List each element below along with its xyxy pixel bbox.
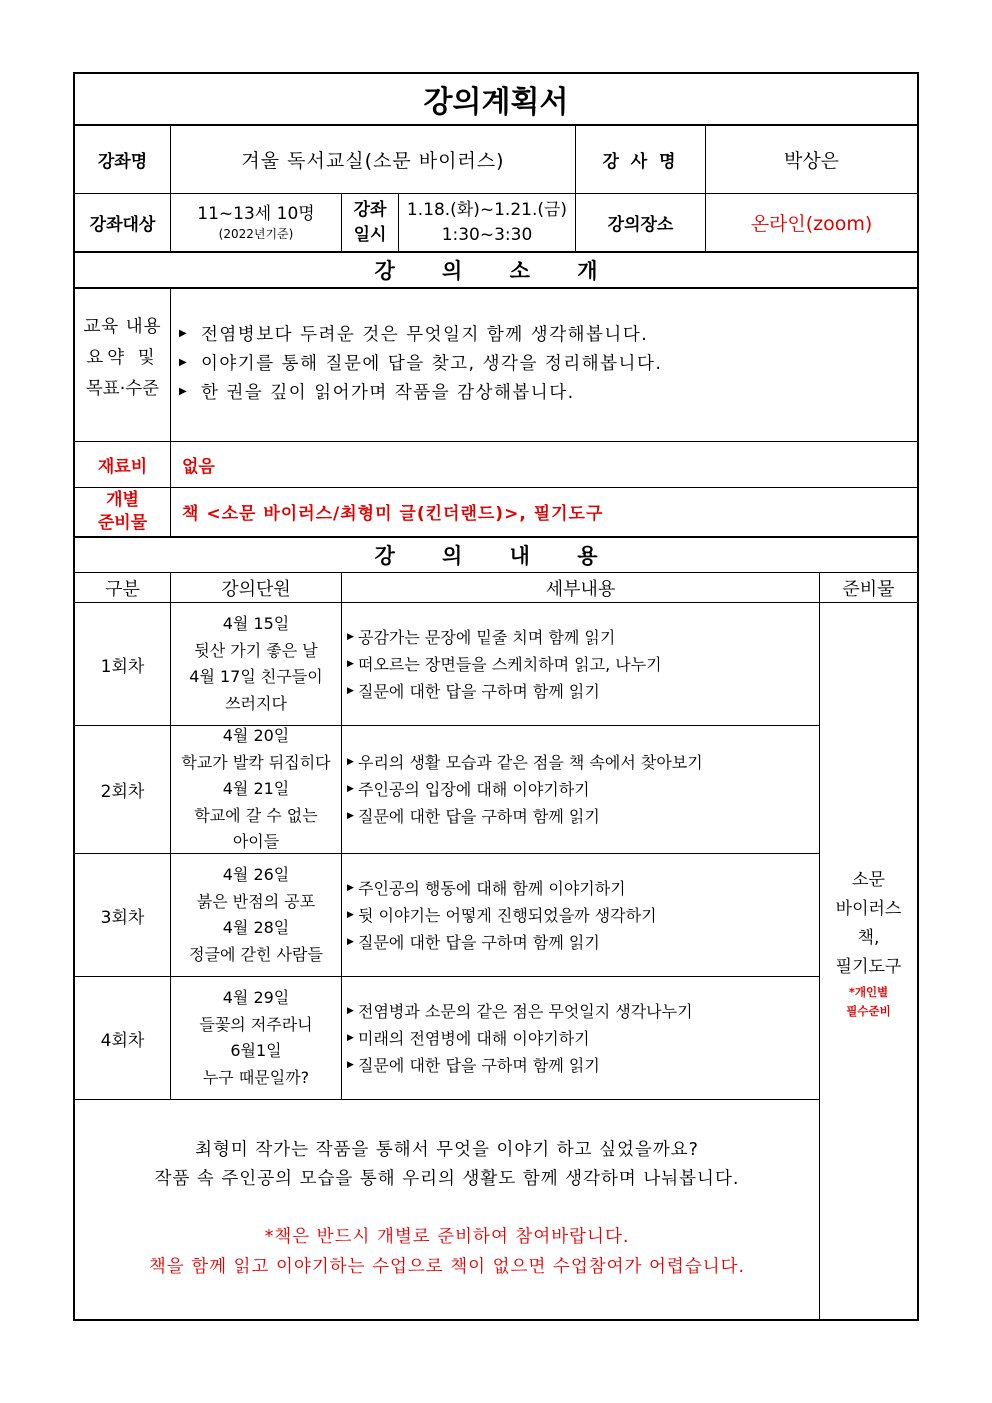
unit-cell [171, 726, 341, 853]
closing-line: 작품 속 주인공의 모습을 통해 우리의 생활도 함께 생각하며 나눠봅니다. [154, 1169, 740, 1189]
instructor-label: 강 사 명 [602, 152, 679, 172]
unit-line: 4월 20일 [222, 726, 290, 746]
list-item [347, 901, 657, 928]
material-fee-value: 없음 [182, 457, 215, 477]
material-fee-label: 재료비 [97, 457, 148, 477]
bullet-icon: ▶ [347, 1059, 354, 1070]
supplies-line: 바이러스 [835, 899, 902, 919]
unit-line: 학교가 발칵 뒤집히다 [181, 752, 331, 772]
unit-line: 4월 15일 [222, 614, 290, 633]
content-header-text: 강 의 내 용 [374, 544, 618, 568]
supplies-label-line: 개별 [106, 490, 139, 510]
target-cell [171, 194, 341, 251]
supplies-line: 책, [857, 928, 880, 948]
list-item [179, 348, 662, 377]
divider [341, 573, 342, 1099]
list-item [179, 377, 662, 406]
details-list [347, 874, 657, 955]
bullet-icon: ▶ [347, 936, 354, 947]
instructor-value: 박상은 [783, 150, 840, 172]
list-item-text: 주인공의 행동에 대해 함께 이야기하기 [358, 879, 626, 898]
place-label: 강의장소 [607, 215, 674, 235]
bullet-icon: ▶ [347, 756, 354, 767]
unit-line: 4월 28일 [222, 918, 290, 937]
list-item-text: 질문에 대한 답을 구하며 함께 읽기 [358, 933, 600, 952]
closing-text [75, 1136, 819, 1194]
label-line: 목표·수준 [85, 379, 160, 399]
list-item-text: 공감가는 문장에 밑줄 치며 함께 읽기 [358, 628, 616, 647]
unit-line: 4월 29일 [222, 988, 290, 1007]
divider [74, 287, 918, 289]
target-value: 11~13세 10명 [197, 203, 315, 224]
session-cell: 2회차 [100, 782, 145, 802]
intro-header-text: 강 의 소 개 [374, 259, 618, 283]
list-item-text: 떠오르는 장면들을 스케치하며 읽고, 나누기 [358, 655, 662, 674]
bullet-icon: ▶ [347, 685, 354, 696]
content-section-header [75, 538, 917, 572]
unit-line: 들꽃의 저주라니 [199, 1014, 313, 1034]
list-item [179, 319, 662, 348]
unit-line: 정글에 갇힌 사람들 [189, 944, 323, 964]
list-item [347, 748, 703, 775]
unit-cell [171, 603, 341, 725]
list-item [347, 650, 662, 677]
list-item [347, 677, 662, 704]
supplies-line: 소문 [852, 870, 885, 890]
bullet-icon: ▶ [347, 658, 354, 669]
bullet-icon: ▶ [347, 1032, 354, 1043]
unit-line: 아이들 [232, 832, 280, 852]
supplies-line: 필기도구 [835, 957, 902, 977]
label-line: 요약 및 [86, 348, 159, 368]
document-title [75, 74, 917, 124]
unit-line: 쓰러지다 [225, 693, 287, 713]
session-cell: 1회차 [100, 656, 145, 677]
unit-line: 4월 17일 친구들이 [189, 667, 323, 686]
datetime-label-line: 강좌 [353, 199, 387, 220]
supplies-note: *개인별 [848, 985, 889, 999]
column-header-unit: 강의단원 [221, 578, 291, 600]
list-item-text: 이야기를 통해 질문에 답을 찾고, 생각을 정리해봅니다. [201, 354, 663, 374]
list-item [347, 802, 703, 829]
unit-line: 붉은 반점의 공포 [196, 891, 316, 911]
datetime-label [342, 194, 398, 251]
datetime-time: 1:30~3:30 [441, 224, 533, 245]
session-cell: 4회차 [100, 1030, 145, 1051]
unit-line: 학교에 갈 수 없는 [194, 805, 318, 825]
column-header-supplies: 준비물 [842, 578, 895, 600]
closing-notice [75, 1222, 819, 1282]
bullet-icon: ▶ [347, 882, 354, 893]
details-list [347, 623, 662, 704]
bullet-icon: ▶ [179, 357, 189, 368]
target-note: (2022년기준) [218, 226, 294, 241]
divider [170, 289, 171, 537]
place-value: 온라인(zoom) [750, 213, 873, 235]
unit-line: 4월 21일 [222, 779, 290, 799]
list-item-text: 우리의 생활 모습과 같은 점을 책 속에서 찾아보기 [358, 753, 703, 772]
course-name-value: 겨울 독서교실(소문 바이러스) [241, 150, 505, 172]
list-item [347, 997, 693, 1024]
list-item-text: 질문에 대한 답을 구하며 함께 읽기 [358, 807, 600, 826]
datetime-label-line: 일시 [353, 224, 387, 245]
details-list [347, 997, 693, 1078]
list-item-text: 질문에 대한 답을 구하며 함께 읽기 [358, 1056, 600, 1075]
supplies-label-line: 준비물 [97, 513, 148, 533]
notice-line: *책은 반드시 개별로 준비하여 참여바랍니다. [264, 1227, 630, 1247]
title-text: 강의계획서 [423, 85, 569, 120]
list-item-text: 전염병보다 두려운 것은 무엇일지 함께 생각해봅니다. [201, 325, 649, 345]
datetime-value [399, 194, 575, 251]
list-item-text: 미래의 전염병에 대해 이야기하기 [358, 1029, 590, 1048]
list-item [347, 874, 657, 901]
list-item-text: 뒷 이야기는 어떻게 진행되었을까 생각하기 [358, 906, 657, 925]
supplies-label [75, 488, 170, 536]
list-item-text: 질문에 대한 답을 구하며 함께 읽기 [358, 682, 600, 701]
unit-cell [171, 977, 341, 1099]
supplies-value: 책 <소문 바이러스/최형미 글(킨더랜드)>, 필기도구 [182, 503, 604, 524]
column-header-session: 구분 [105, 578, 140, 600]
bullet-icon: ▶ [347, 783, 354, 794]
target-label: 강좌대상 [89, 215, 156, 235]
details-list [347, 748, 703, 829]
list-item-text: 전염병과 소문의 같은 점은 무엇일지 생각나누기 [358, 1002, 693, 1021]
list-item-text: 한 권을 깊이 읽어가며 작품을 감상해봅니다. [201, 383, 575, 403]
bullet-icon: ▶ [347, 810, 354, 821]
list-item-text: 주인공의 입장에 대해 이야기하기 [358, 780, 590, 799]
session-cell: 3회차 [100, 907, 145, 928]
bullet-icon: ▶ [347, 909, 354, 920]
unit-line: 6월1일 [230, 1041, 282, 1060]
list-item [347, 623, 662, 650]
bullet-icon: ▶ [179, 386, 189, 397]
education-summary-label [75, 312, 170, 412]
list-item [347, 1024, 693, 1051]
course-name-label: 강좌명 [97, 152, 148, 172]
list-item [347, 775, 703, 802]
unit-line: 뒷산 가기 좋은 날 [194, 640, 318, 660]
intro-section-header [75, 253, 917, 287]
datetime-dates: 1.18.(화)~1.21.(금) [406, 199, 568, 220]
column-header-details: 세부내용 [545, 578, 616, 600]
unit-line: 4월 26일 [222, 865, 290, 884]
divider [74, 1099, 819, 1100]
notice-line: 책을 함께 읽고 이야기하는 수업으로 책이 없으면 수업참여가 어렵습니다. [148, 1257, 746, 1277]
closing-line: 최형미 작가는 작품을 통해서 무엇을 이야기 하고 싶었을까요? [195, 1140, 699, 1160]
supplies-column-cell [820, 866, 917, 1036]
unit-line: 누구 때문일까? [202, 1067, 310, 1087]
bullet-icon: ▶ [347, 631, 354, 642]
supplies-note: 필수준비 [846, 1004, 891, 1018]
bullet-icon: ▶ [347, 1005, 354, 1016]
label-line: 교육 내용 [83, 317, 162, 337]
intro-list [179, 319, 662, 406]
list-item [347, 928, 657, 955]
bullet-icon: ▶ [179, 328, 189, 339]
unit-cell [171, 854, 341, 976]
list-item [347, 1051, 693, 1078]
